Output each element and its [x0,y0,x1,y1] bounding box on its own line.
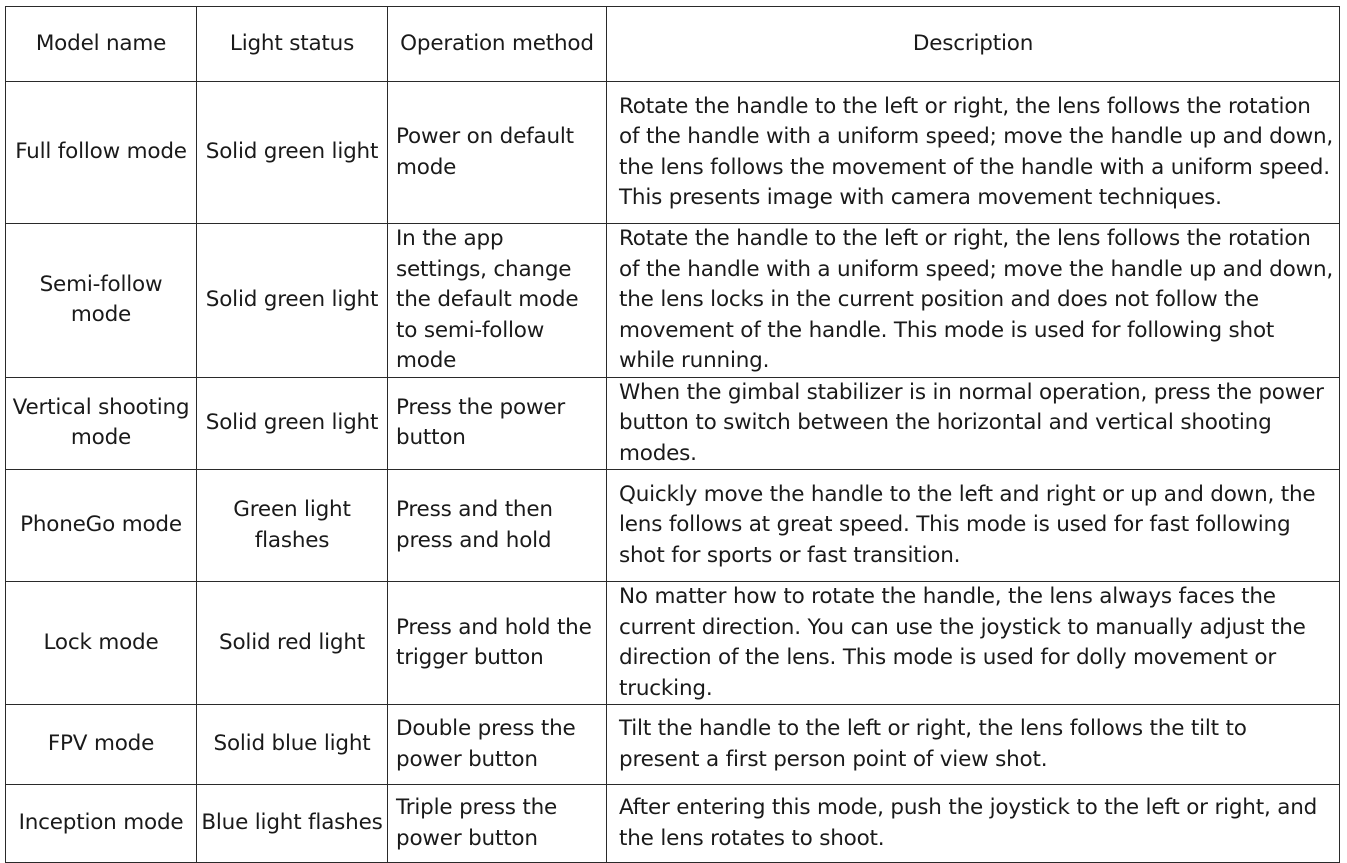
light-status-cell: Solid green light [197,224,388,378]
description-cell: Quickly move the handle to the left and right or up and down, the lens follows at great speed. This mode is used for fast following shot for sports or fast transition. [607,470,1340,582]
description-cell: Rotate the handle to the left or right, the lens follows the rotation of the handle with a uniform speed; move the handle up and down, the lens locks in the current position and does not follow the movement of the handle. This mode is used for following shot while running. [607,224,1340,378]
model-name-cell: Vertical shooting mode [6,377,197,470]
model-name-cell: Inception mode [6,785,197,863]
model-name-cell: Lock mode [6,582,197,705]
header-operation-method: Operation method [388,7,607,82]
table-row [6,785,1340,863]
operation-method-cell: Press and hold the trigger button [388,582,607,705]
light-status-cell: Green light flashes [197,470,388,582]
table-row [6,224,1340,378]
header-light-status: Light status [197,7,388,82]
modes-table [5,6,1340,863]
description-cell: Rotate the handle to the left or right, the lens follows the rotation of the handle with a uniform speed; move the handle up and down, the lens follows the movement of the handle with a uniform speed. This presents image with camera movement techniques. [607,82,1340,224]
light-status-cell: Solid green light [197,82,388,224]
header-description: Description [607,7,1340,82]
model-name-cell: PhoneGo mode [6,470,197,582]
table-row [6,705,1340,785]
operation-method-cell: Double press the power button [388,705,607,785]
operation-method-cell: Power on default mode [388,82,607,224]
operation-method-cell: Press and then press and hold [388,470,607,582]
table-row [6,377,1340,470]
table-row [6,582,1340,705]
operation-method-cell: Triple press the power button [388,785,607,863]
table-header-row [6,7,1340,82]
description-cell: Tilt the handle to the left or right, the lens follows the tilt to present a first person point of view shot. [607,705,1340,785]
operation-method-cell: In the app settings, change the default mode to semi-follow mode [388,224,607,378]
header-model-name: Model name [6,7,197,82]
light-status-cell: Solid blue light [197,705,388,785]
model-name-cell: Semi-follow mode [6,224,197,378]
table-row [6,82,1340,224]
table-row [6,470,1340,582]
light-status-cell: Blue light flashes [197,785,388,863]
description-cell: After entering this mode, push the joystick to the left or right, and the lens rotates to shoot. [607,785,1340,863]
model-name-cell: FPV mode [6,705,197,785]
light-status-cell: Solid red light [197,582,388,705]
light-status-cell: Solid green light [197,377,388,470]
description-cell: No matter how to rotate the handle, the lens always faces the current direction. You can use the joystick to manually adjust the direction of the lens. This mode is used for dolly movement or trucking. [607,582,1340,705]
model-name-cell: Full follow mode [6,82,197,224]
description-cell: When the gimbal stabilizer is in normal operation, press the power button to switch between the horizontal and vertical shooting modes. [607,377,1340,470]
operation-method-cell: Press the power button [388,377,607,470]
